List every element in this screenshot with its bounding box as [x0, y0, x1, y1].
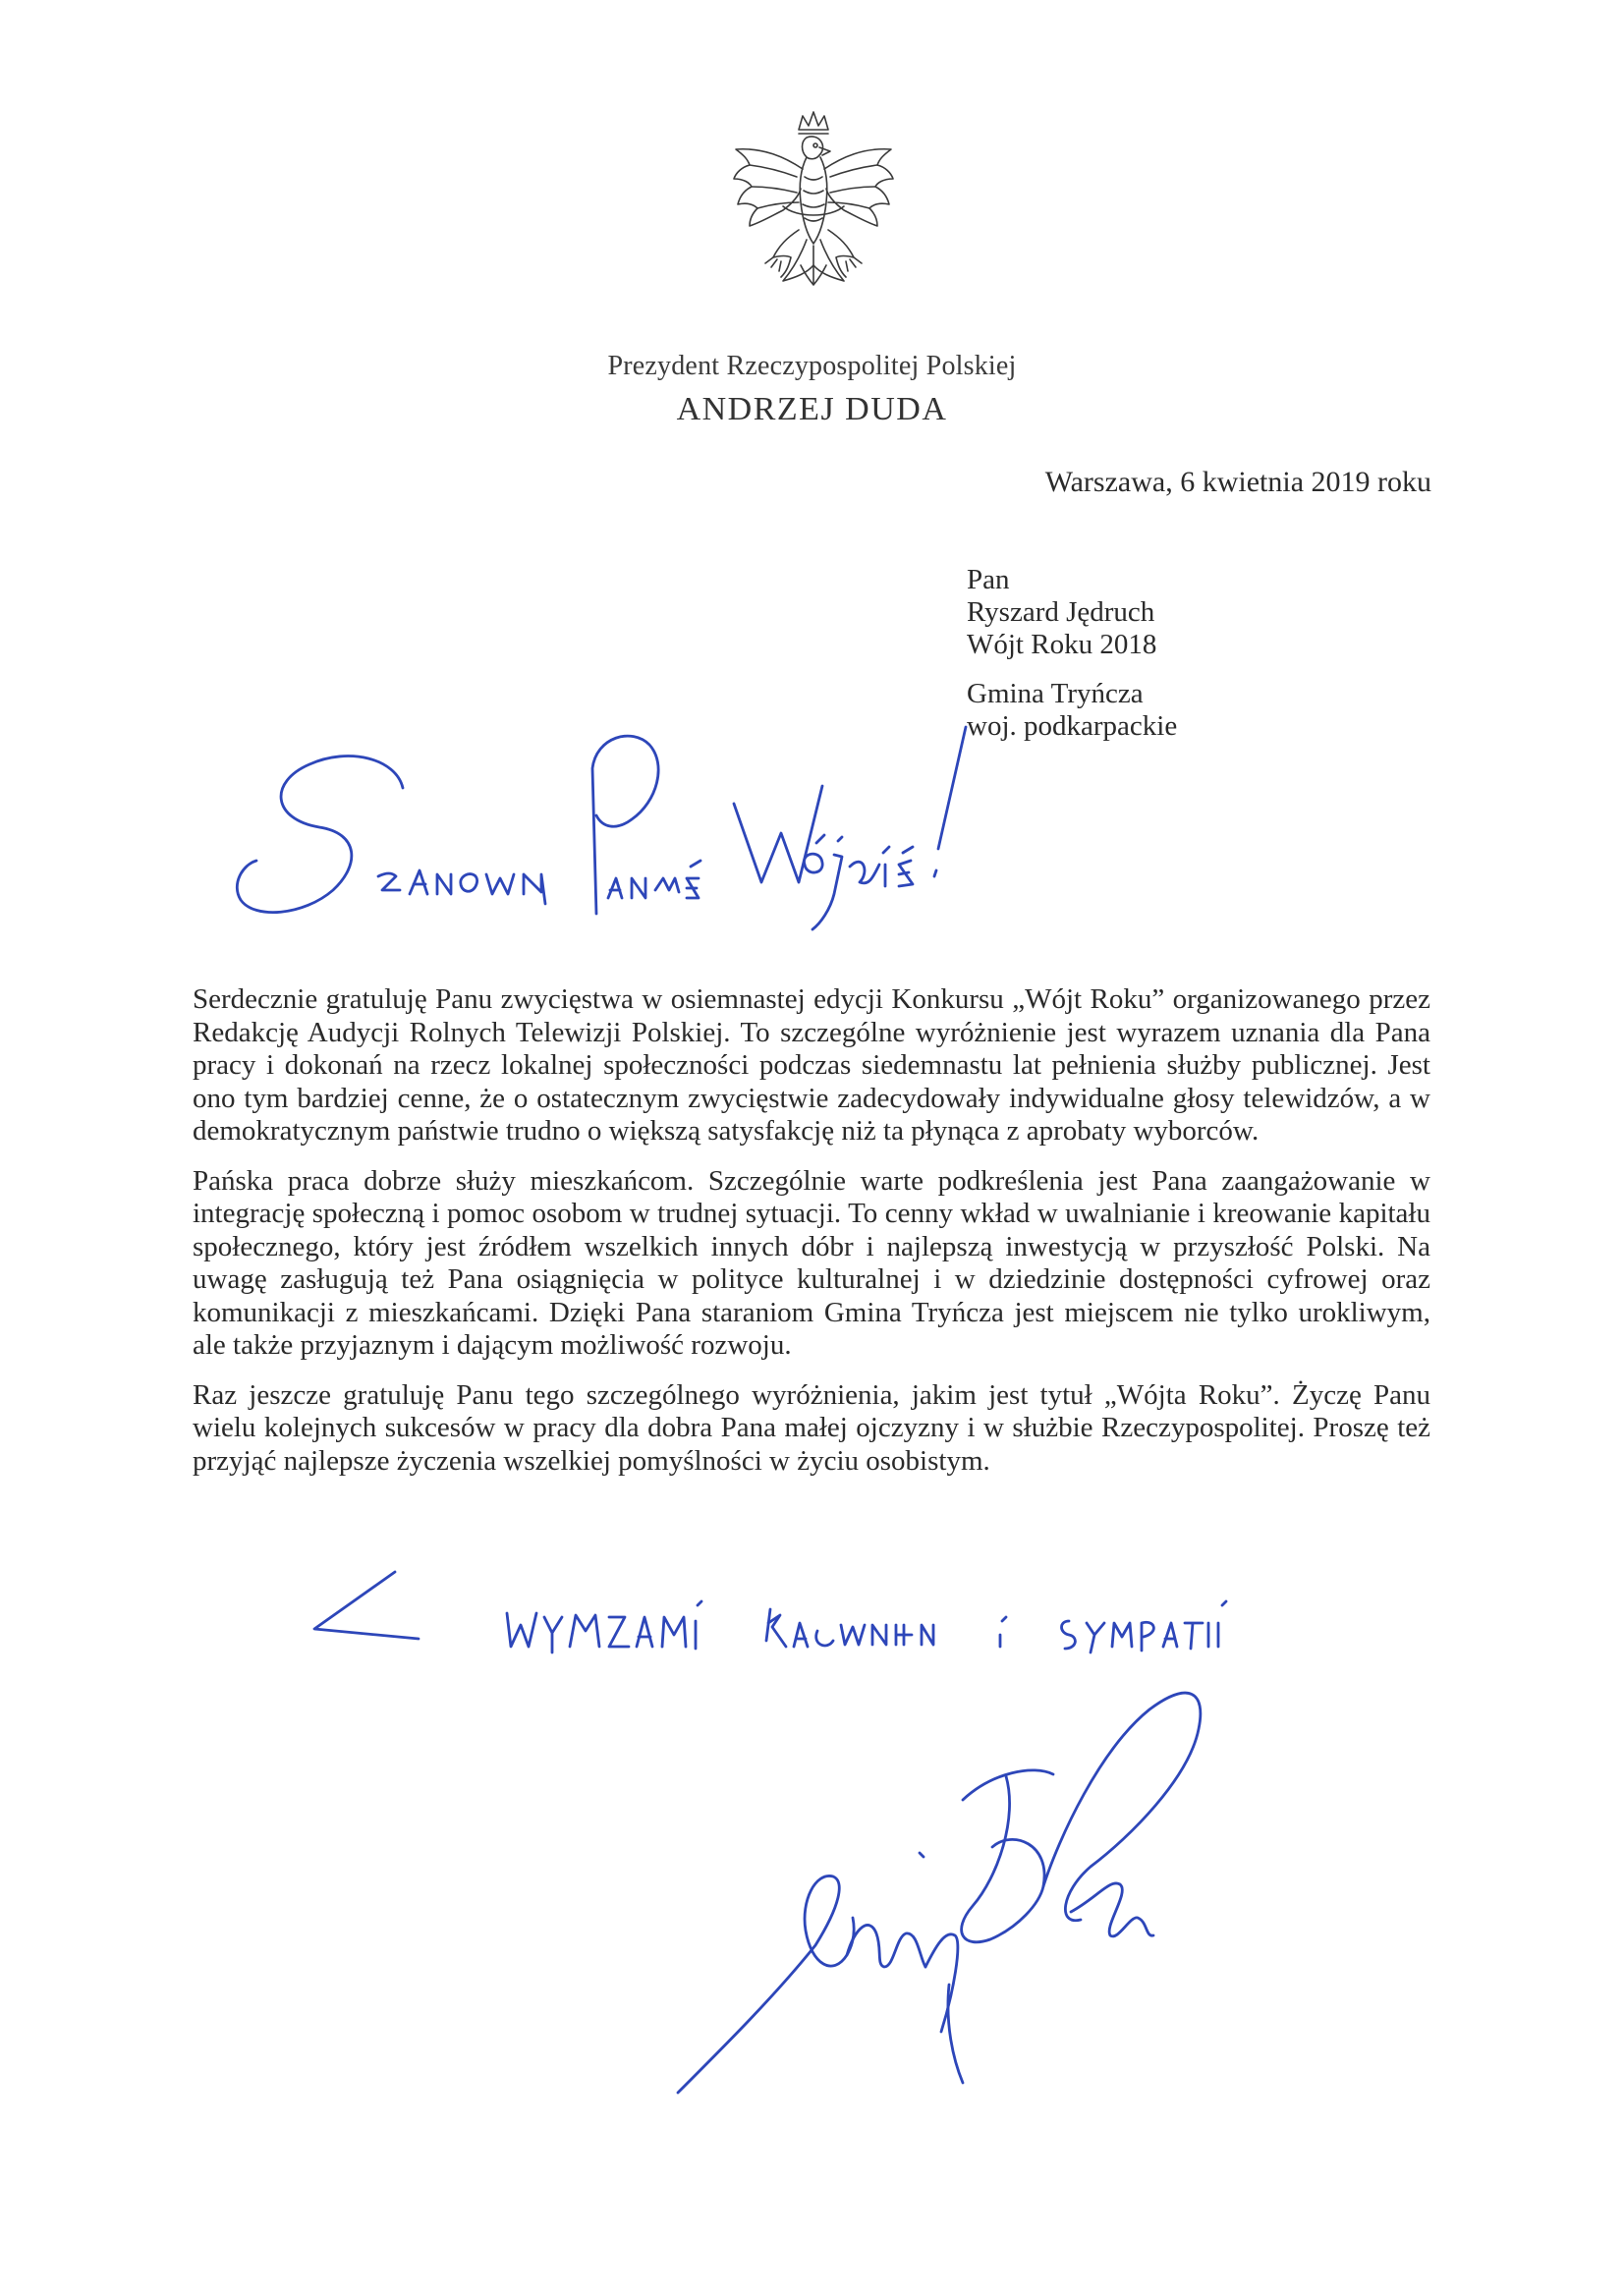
recipient-title: Pan — [967, 564, 1010, 595]
letter-body — [193, 983, 1430, 1494]
president-name: ANDRZEJ DUDA — [676, 391, 948, 427]
recipient-voivodeship: woj. podkarpackie — [967, 710, 1178, 742]
recipient-name: Ryszard Jędruch — [967, 596, 1155, 628]
handwritten-closing — [305, 1562, 1248, 1670]
recipient-award: Wójt Roku 2018 — [967, 629, 1157, 660]
handwritten-salutation — [231, 717, 1017, 943]
body-paragraph: Raz jeszcze gratuluję Panu tego szczególnego wyróżnienia, jakim jest tytuł „Wójta Roku”. Życzę Panu wielu kolejnych sukcesów w pracy dla dobra Pana małej ojczyzny i w służbie Rzeczypospolitej. Proszę też przyjąć najlepsze życzenia wszelkiej pomyślności w życiu osobistym. — [193, 1378, 1430, 1477]
handwritten-signature-icon — [668, 1670, 1316, 2142]
letter-date: Warszawa, 6 kwietnia 2019 roku — [1044, 466, 1431, 498]
body-paragraph: Serdecznie gratuluję Panu zwycięstwa w osiemnastej edycji Konkursu „Wójt Roku” organizowanego przez Redakcję Audycji Rolnych Telewizji Polskiej. To szczególne wyróżnienie jest wyrazem uznania dla Pana pracy i dokonań na rzecz lokalnej społeczności podczas siedemnastu lat pełnienia służby publicznej. Jest ono tym bardziej cenne, że o ostatecznym zwycięstwie zadecydowały indywidualne głosy telewidzów, a w demokratycznym państwie trudno o większą satysfakcję niż ta płynąca z aprobaty wyborców. — [193, 983, 1430, 1147]
white-eagle-emblem-icon — [722, 108, 905, 314]
body-paragraph: Pańska praca dobrze służy mieszkańcom. Szczególnie warte podkreślenia jest Pana zaangażowanie w integrację społeczną i pomoc osobom w trudnej sytuacji. To cenny wkład w uwalnianie i kreowanie kapitału społecznego, który jest źródłem wszelkich innych dóbr i najlepszą inwestycją w przyszłość Polski. Na uwagę zasługują też Pana osiągnięcia w polityce kulturalnej i w dziedzinie dostępności cyfrowej oraz komunikacji z mieszkańcami. Dzięki Pana staraniom Gmina Tryńcza jest miejscem nie tylko urokliwym, ale także przyjaznym i dającym możliwość rozwoju. — [193, 1164, 1430, 1361]
recipient-municipality: Gmina Tryńcza — [967, 678, 1144, 709]
office-title: Prezydent Rzeczypospolitej Polskiej — [607, 351, 1017, 381]
